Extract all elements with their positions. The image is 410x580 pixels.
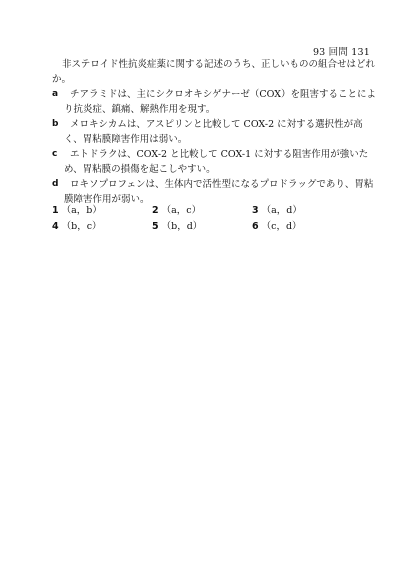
question-stem: 非ステロイド性抗炎症薬に関する記述のうち、正しいものの組合せはどれか。 bbox=[52, 59, 376, 85]
answer-text: （c，d） bbox=[261, 221, 302, 232]
question-block bbox=[52, 57, 377, 207]
option-letter: b bbox=[52, 119, 59, 129]
answer-text: （b，c） bbox=[61, 221, 102, 232]
answer-row bbox=[52, 203, 352, 219]
option-letter: d bbox=[52, 179, 59, 189]
answer-choice-2 bbox=[152, 203, 252, 219]
answer-row bbox=[52, 219, 352, 235]
option-b bbox=[52, 117, 377, 147]
option-text: チアラミドは、主にシクロオキシゲナーゼ（COX）を阻害することにより抗炎症、鎮痛、解熱作用を現す。 bbox=[64, 89, 376, 115]
option-text: エトドラクは、COX-2 と比較して COX-1 に対する阻害作用が強いため、胃粘膜の損傷を起こしやすい。 bbox=[64, 149, 369, 175]
answer-number: 6 bbox=[252, 221, 259, 232]
answer-text: （a，d） bbox=[261, 205, 302, 216]
answer-choice-6 bbox=[252, 219, 352, 235]
option-text: メロキシカムは、アスピリンと比較して COX-2 に対する選択性が高く、胃粘膜障害作用は弱い。 bbox=[64, 119, 363, 145]
answer-text: （a，b） bbox=[61, 205, 102, 216]
option-a bbox=[52, 87, 377, 117]
answer-number: 2 bbox=[152, 205, 159, 216]
answer-number: 5 bbox=[152, 221, 159, 232]
exam-number: 93 回問 131 bbox=[312, 47, 370, 58]
answer-text: （a，c） bbox=[161, 205, 202, 216]
answer-choice-3 bbox=[252, 203, 352, 219]
option-text: ロキソプロフェンは、生体内で活性型になるプロドラッグであり、胃粘膜障害作用が弱い。 bbox=[64, 179, 374, 205]
option-letter: c bbox=[52, 149, 58, 159]
answer-choice-5 bbox=[152, 219, 252, 235]
option-c bbox=[52, 147, 377, 177]
answer-number: 3 bbox=[252, 205, 259, 216]
answer-choice-4 bbox=[52, 219, 152, 235]
option-letter: a bbox=[52, 89, 59, 99]
answer-choice-1 bbox=[52, 203, 152, 219]
answer-choices bbox=[52, 203, 352, 235]
answer-number: 4 bbox=[52, 221, 59, 232]
answer-number: 1 bbox=[52, 205, 59, 216]
answer-text: （b，d） bbox=[161, 221, 203, 232]
